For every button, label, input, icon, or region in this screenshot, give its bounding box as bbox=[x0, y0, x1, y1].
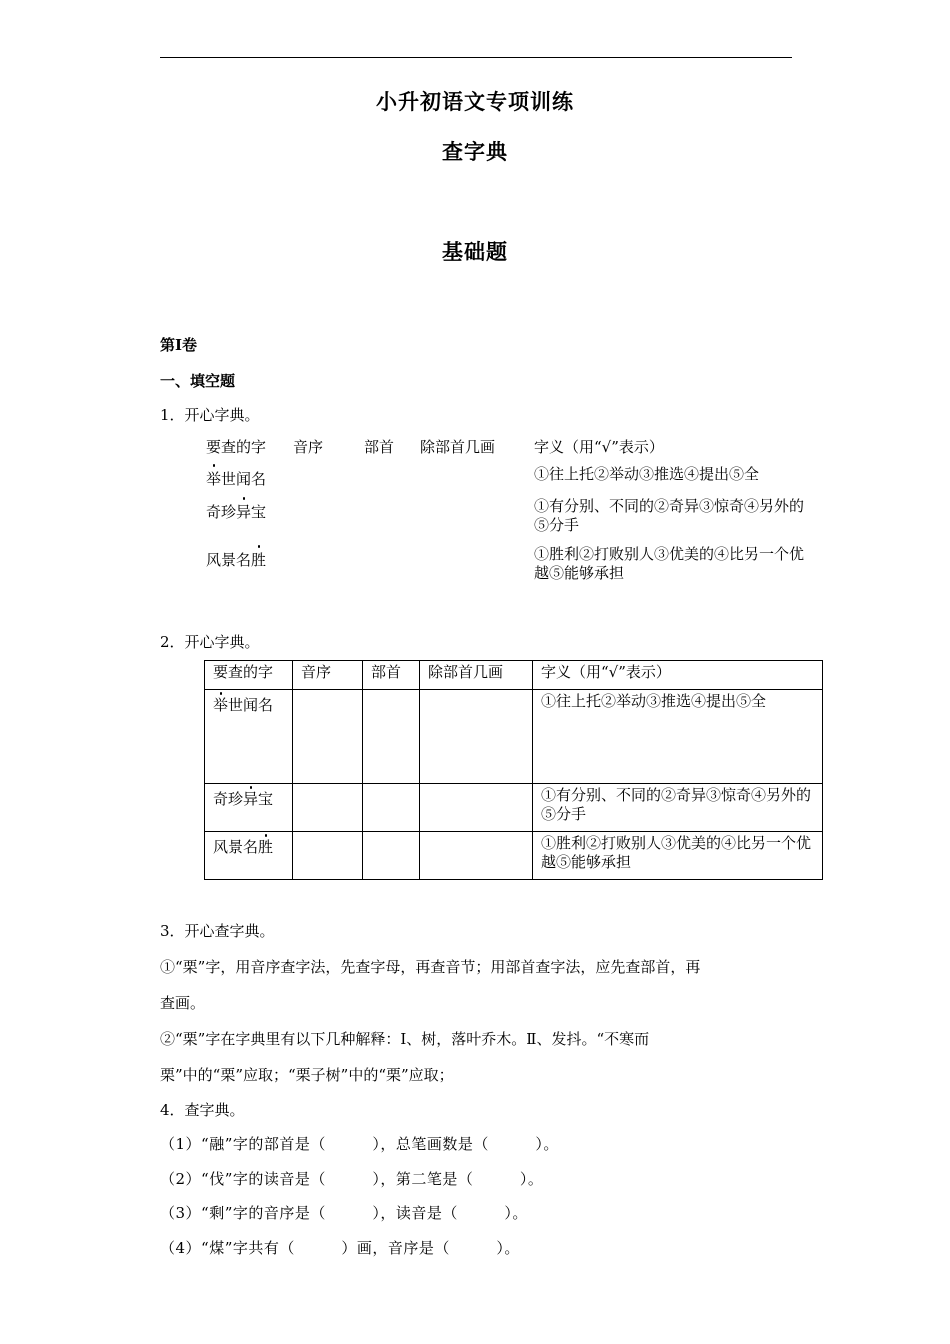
table-header-row bbox=[205, 661, 823, 690]
strokes-answer-cell[interactable] bbox=[420, 690, 533, 784]
table-header-cell: 字义（用“√”表示） bbox=[533, 661, 823, 690]
radical-answer-cell[interactable] bbox=[363, 690, 420, 784]
word-cell: 风景名胜 bbox=[205, 832, 293, 880]
radical-answer-cell[interactable] bbox=[363, 784, 420, 832]
q4-item-4: （4）“煤”字共有（ ）画，音序是（ ）。 bbox=[160, 1239, 520, 1257]
q1-row2-meaning: ①有分别、不同的②奇异③惊奇④另外的⑤分手 bbox=[534, 497, 805, 534]
q3-line-1: ①“栗”字，用音序查字法，先查字母，再查音节；用部首查字法，应先查部首，再 bbox=[160, 958, 701, 976]
part-label: 一、填空题 bbox=[160, 372, 236, 390]
section-title: 基础题 bbox=[442, 239, 508, 264]
meaning-cell: ①有分别、不同的②奇异③惊奇④另外的⑤分手 bbox=[533, 784, 823, 832]
radical-answer-cell[interactable] bbox=[363, 832, 420, 880]
word-cell: 奇珍异宝 bbox=[205, 784, 293, 832]
q1-row3-meaning: ①胜利②打败别人③优美的④比另一个优越⑤能够承担 bbox=[534, 545, 805, 582]
q4-item-3: （3）“剩”字的音序是（ ），读音是（ ）。 bbox=[160, 1204, 528, 1222]
q1-row3-word: 风景名胜 bbox=[206, 551, 267, 569]
initial-answer-cell[interactable] bbox=[293, 690, 363, 784]
initial-answer-cell[interactable] bbox=[293, 832, 363, 880]
page-subtitle: 查字典 bbox=[442, 139, 508, 164]
q1-row1-word: 举世闻名 bbox=[206, 470, 267, 488]
q4-label: 4．查字典。 bbox=[160, 1101, 245, 1119]
q3-line-4: 栗”中的“栗”应取；“栗子树”中的“栗”应取； bbox=[160, 1066, 454, 1084]
table-row bbox=[205, 690, 823, 784]
q3-line-3: ②“栗”字在字典里有以下几种解释：Ⅰ、树，落叶乔木。Ⅱ、发抖。“不寒而 bbox=[160, 1030, 650, 1048]
table-header-cell: 要查的字 bbox=[205, 661, 293, 690]
strokes-answer-cell[interactable] bbox=[420, 784, 533, 832]
page-title: 小升初语文专项训练 bbox=[376, 89, 574, 114]
q1-row1-meaning: ①往上托②举动③推选④提出⑤全 bbox=[534, 465, 760, 483]
table-header-cell: 部首 bbox=[363, 661, 420, 690]
q3-line-2: 查画。 bbox=[160, 994, 206, 1012]
q4-item-1: （1）“融”字的部首是（ ），总笔画数是（ ）。 bbox=[160, 1135, 559, 1153]
q2-label: 2．开心字典。 bbox=[160, 633, 260, 651]
table-row bbox=[205, 784, 823, 832]
initial-answer-cell[interactable] bbox=[293, 784, 363, 832]
q1-header-radical: 部首 bbox=[364, 438, 395, 456]
q1-header-initial: 音序 bbox=[293, 438, 324, 456]
q1-row2-word: 奇珍异宝 bbox=[206, 503, 267, 521]
q1-label: 1．开心字典。 bbox=[160, 406, 260, 424]
meaning-cell: ①胜利②打败别人③优美的④比另一个优越⑤能够承担 bbox=[533, 832, 823, 880]
word-cell: 举世闻名 bbox=[205, 690, 293, 784]
q2-dictionary-table bbox=[204, 660, 823, 880]
q1-header-meaning: 字义（用“√”表示） bbox=[534, 438, 664, 456]
table-header-cell: 除部首几画 bbox=[420, 661, 533, 690]
table-header-cell: 音序 bbox=[293, 661, 363, 690]
strokes-answer-cell[interactable] bbox=[420, 832, 533, 880]
table-row bbox=[205, 832, 823, 880]
meaning-cell: ①往上托②举动③推选④提出⑤全 bbox=[533, 690, 823, 784]
q1-header-char: 要查的字 bbox=[206, 438, 267, 456]
volume-label: 第Ⅰ卷 bbox=[160, 336, 198, 354]
q1-header-strokes: 除部首几画 bbox=[420, 438, 496, 456]
q3-label: 3．开心查字典。 bbox=[160, 922, 275, 940]
top-rule bbox=[160, 57, 792, 58]
q4-item-2: （2）“伐”字的读音是（ ），第二笔是（ ）。 bbox=[160, 1170, 544, 1188]
